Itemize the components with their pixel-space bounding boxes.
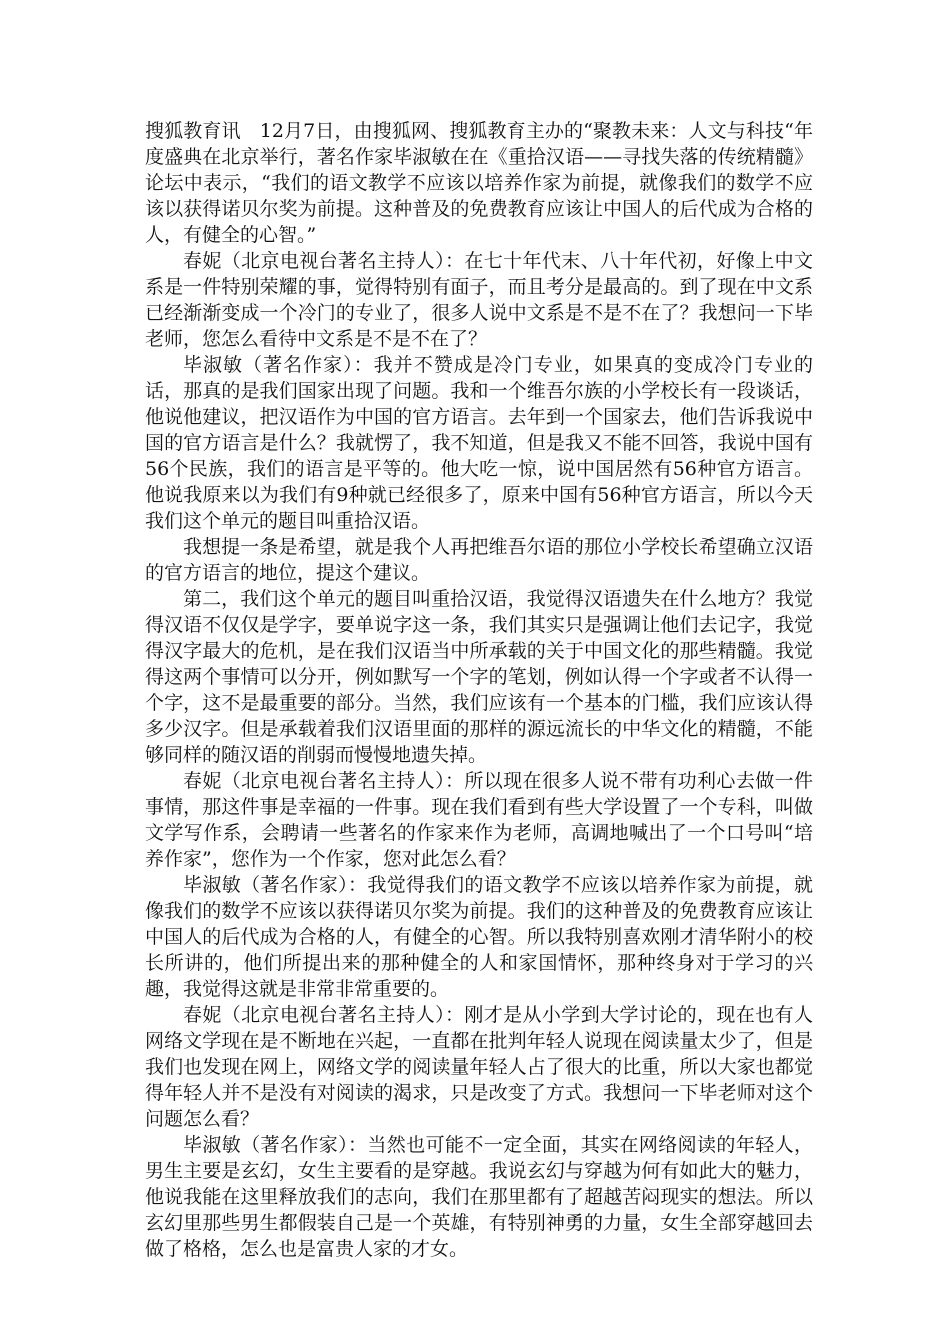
paragraph-bishumin-second-point: 第二，我们这个单元的题目叫重拾汉语，我觉得汉语遗失在什么地方？我觉得汉语不仅仅是学字，要单说字这一条，我们其实只是强调让他们去记字，我觉得汉字最大的危机，是在我们汉语当中所承载的关于中国文化的那些精髓。我觉得这两个事情可以分开，例如默写一个字的笔划，例如认得一个字或者不认得一个字，这不是最重要的部分。当然，我们应该有一个基本的门槛，我们应该认得多少汉字。但是承载着我们汉语里面的那样的源远流长的中华文化的精髓，不能够同样的随汉语的削弱而慢慢地遗失掉。 — [145, 588, 813, 766]
paragraph-intro: 搜狐教育讯 12月7日，由搜狐网、搜狐教育主办的“聚教未来：人文与科技“年度盛典在北京举行，著名作家毕淑敏在在《重拾汉语——寻找失落的传统精髓》论坛中表示，“我们的语文教学不应该以培养作家为前提，就像我们的数学不应该以获得诺贝尔奖为前提。这种普及的免费教育应该让中国人的后代成为合格的人，有健全的心智。” — [145, 120, 813, 246]
paragraph-bishumin-suggestion: 我想提一条是希望，就是我个人再把维吾尔语的那位小学校长希望确立汉语的官方语言的地位，提这个建议。 — [145, 536, 813, 584]
paragraph-bishumin-answer-1: 毕淑敏（著名作家）：我并不赞成是冷门专业，如果真的变成冷门专业的话，那真的是我们国家出现了问题。我和一个维吾尔族的小学校长有一段谈话，他说他建议，把汉语作为中国的官方语言。去年到一个国家去，他们告诉我说中国的官方语言是什么？我就愣了，我不知道，但是我又不能不回答，我说中国有56个民族，我们的语言是平等的。他大吃一惊，说中国居然有56种官方语言。他说我原来以为我们有9种就已经很多了，原来中国有56种官方语言，所以今天我们这个单元的题目叫重拾汉语。 — [145, 354, 813, 532]
paragraph-chunni-question-1: 春妮（北京电视台著名主持人）：在七十年代末、八十年代初，好像上中文系是一件特别荣耀的事，觉得特别有面子，而且考分是最高的。到了现在中文系已经渐渐变成一个冷门的专业了，很多人说中文系是不是不在了？我想问一下毕老师，您怎么看待中文系是不是不在了？ — [145, 250, 813, 350]
paragraph-chunni-question-2: 春妮（北京电视台著名主持人）：所以现在很多人说不带有功利心去做一件事情，那这件事是幸福的一件事。现在我们看到有些大学设置了一个专科，叫做文学写作系，会聘请一些著名的作家来作为老师，高调地喊出了一个口号叫“培养作家”，您作为一个作家，您对此怎么看？ — [145, 770, 813, 870]
paragraph-chunni-question-3: 春妮（北京电视台著名主持人）：刚才是从小学到大学讨论的，现在也有人网络文学现在是不断地在兴起，一直都在批判年轻人说现在阅读量太少了，但是我们也发现在网上，网络文学的阅读量年轻人占了很大的比重，所以大家也都觉得年轻人并不是没有对阅读的渴求，只是改变了方式。我想问一下毕老师对这个问题怎么看？ — [145, 1004, 813, 1130]
article-body — [145, 118, 813, 1262]
paragraph-bishumin-answer-2: 毕淑敏（著名作家）：我觉得我们的语文教学不应该以培养作家为前提，就像我们的数学不应该以获得诺贝尔奖为前提。我们的这种普及的免费教育应该让中国人的后代成为合格的人，有健全的心智。所以我特别喜欢刚才清华附小的校长所讲的，他们所提出来的那种健全的人和家国情怀，那种终身对于学习的兴趣，我觉得这就是非常非常重要的。 — [145, 874, 813, 1000]
paragraph-bishumin-answer-3: 毕淑敏（著名作家）：当然也可能不一定全面，其实在网络阅读的年轻人，男生主要是玄幻，女生主要看的是穿越。我说玄幻与穿越为何有如此大的魅力，他说我能在这里释放我们的志向，我们在那里都有了超越苦闷现实的想法。所以玄幻里那些男生都假装自己是一个英雄，有特别神勇的力量，女生全部穿越回去做了格格，怎么也是富贵人家的才女。 — [145, 1134, 813, 1260]
